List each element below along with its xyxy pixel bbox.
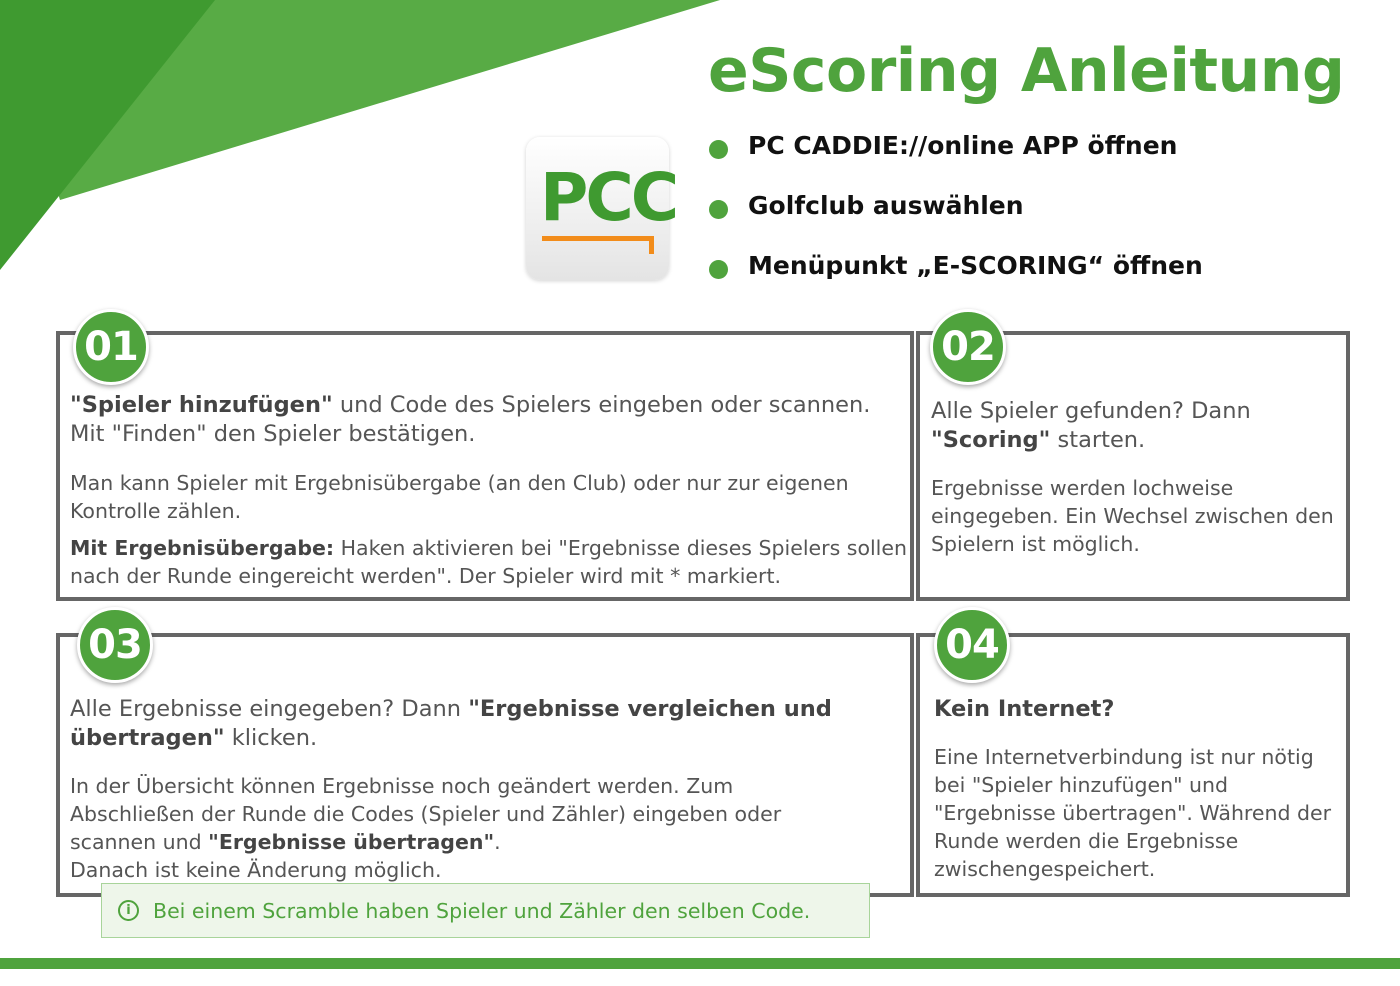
step-number-01: 01: [73, 309, 149, 385]
bullet-icon: [709, 140, 728, 159]
box-02-lead-bold: "Scoring": [931, 427, 1051, 453]
box-01-lead-rest: und Code des Spielers eingeben oder scannen.: [332, 392, 871, 418]
box-01-para2-rest: Haken aktivieren bei "Ergebnisse dieses Spielers sollen nach der Runde eingereicht werden". Der Spieler wird mit * markiert.: [70, 536, 907, 588]
scramble-info-note: [101, 883, 870, 938]
box-04-para1: Eine Internetverbindung ist nur nötig bei "Spieler hinzufügen" und "Ergebnisse übertragen". Während der Runde werden die Ergebnisse zwischengespeichert.: [934, 745, 1332, 881]
setup-step-text: Menüpunkt „E-SCORING“ öffnen: [748, 251, 1203, 280]
bullet-icon: [709, 260, 728, 279]
box-01-para1: Man kann Spieler mit Ergebnisübergabe (an den Club) oder nur zur eigenen Kontrolle zählen.: [70, 471, 849, 523]
step-box-01: [56, 331, 914, 601]
box-03-lead: [70, 695, 870, 753]
box-01-lead-line2: Mit "Finden" den Spieler bestätigen.: [70, 421, 476, 447]
box-01-lead: [70, 391, 910, 449]
pcc-logo-underline: [542, 236, 652, 241]
pcc-logo-text: PCC: [540, 159, 677, 236]
setup-step-text: PC CADDIE://online APP öffnen: [748, 131, 1178, 160]
pcc-logo-hook: [649, 236, 654, 254]
bottom-bar: [0, 958, 1400, 969]
box-04-heading: Kein Internet?: [934, 696, 1115, 722]
info-note-text: Bei einem Scramble haben Spieler und Zähler den selben Code.: [153, 898, 811, 923]
step-number-03: 03: [77, 607, 153, 683]
step-box-03: [56, 633, 914, 897]
setup-step-text: Golfclub auswählen: [748, 191, 1024, 220]
box-02-lead: [931, 397, 1341, 455]
box-03-para1: [70, 772, 860, 884]
box-03-para1-pre: In der Übersicht können Ergebnisse noch geändert werden. Zum Abschließen der Runde die Codes (Spieler und Zähler) eingeben oder scannen und: [70, 774, 782, 854]
box-02-lead-rest: starten.: [1050, 427, 1146, 453]
box-01-para2: [70, 534, 910, 590]
box-01-para2-bold: Mit Ergebnisübergabe:: [70, 536, 335, 560]
box-03-para1-post: .: [494, 830, 501, 854]
info-icon: i: [118, 900, 139, 921]
box-02-lead-line1: Alle Spieler gefunden? Dann: [931, 398, 1251, 424]
pcc-app-icon: [526, 137, 677, 280]
box-03-lead-rest: klicken.: [224, 725, 318, 751]
box-03-para2: Danach ist keine Änderung möglich.: [70, 858, 442, 882]
step-number-04: 04: [934, 607, 1010, 683]
box-03-para1-bold: "Ergebnisse übertragen": [208, 830, 495, 854]
page-title: eScoring Anleitung: [708, 36, 1345, 106]
box-03-lead-pre: Alle Ergebnisse eingegeben? Dann: [70, 696, 469, 722]
bullet-icon: [709, 200, 728, 219]
box-03-lead-bold: "Ergebnisse vergleichen und übertragen": [70, 696, 832, 751]
box-01-lead-bold: "Spieler hinzufügen": [70, 392, 333, 418]
box-02-para1: Ergebnisse werden lochweise eingegeben. Ein Wechsel zwischen den Spielern ist möglich.: [931, 476, 1334, 556]
step-number-02: 02: [930, 309, 1006, 385]
